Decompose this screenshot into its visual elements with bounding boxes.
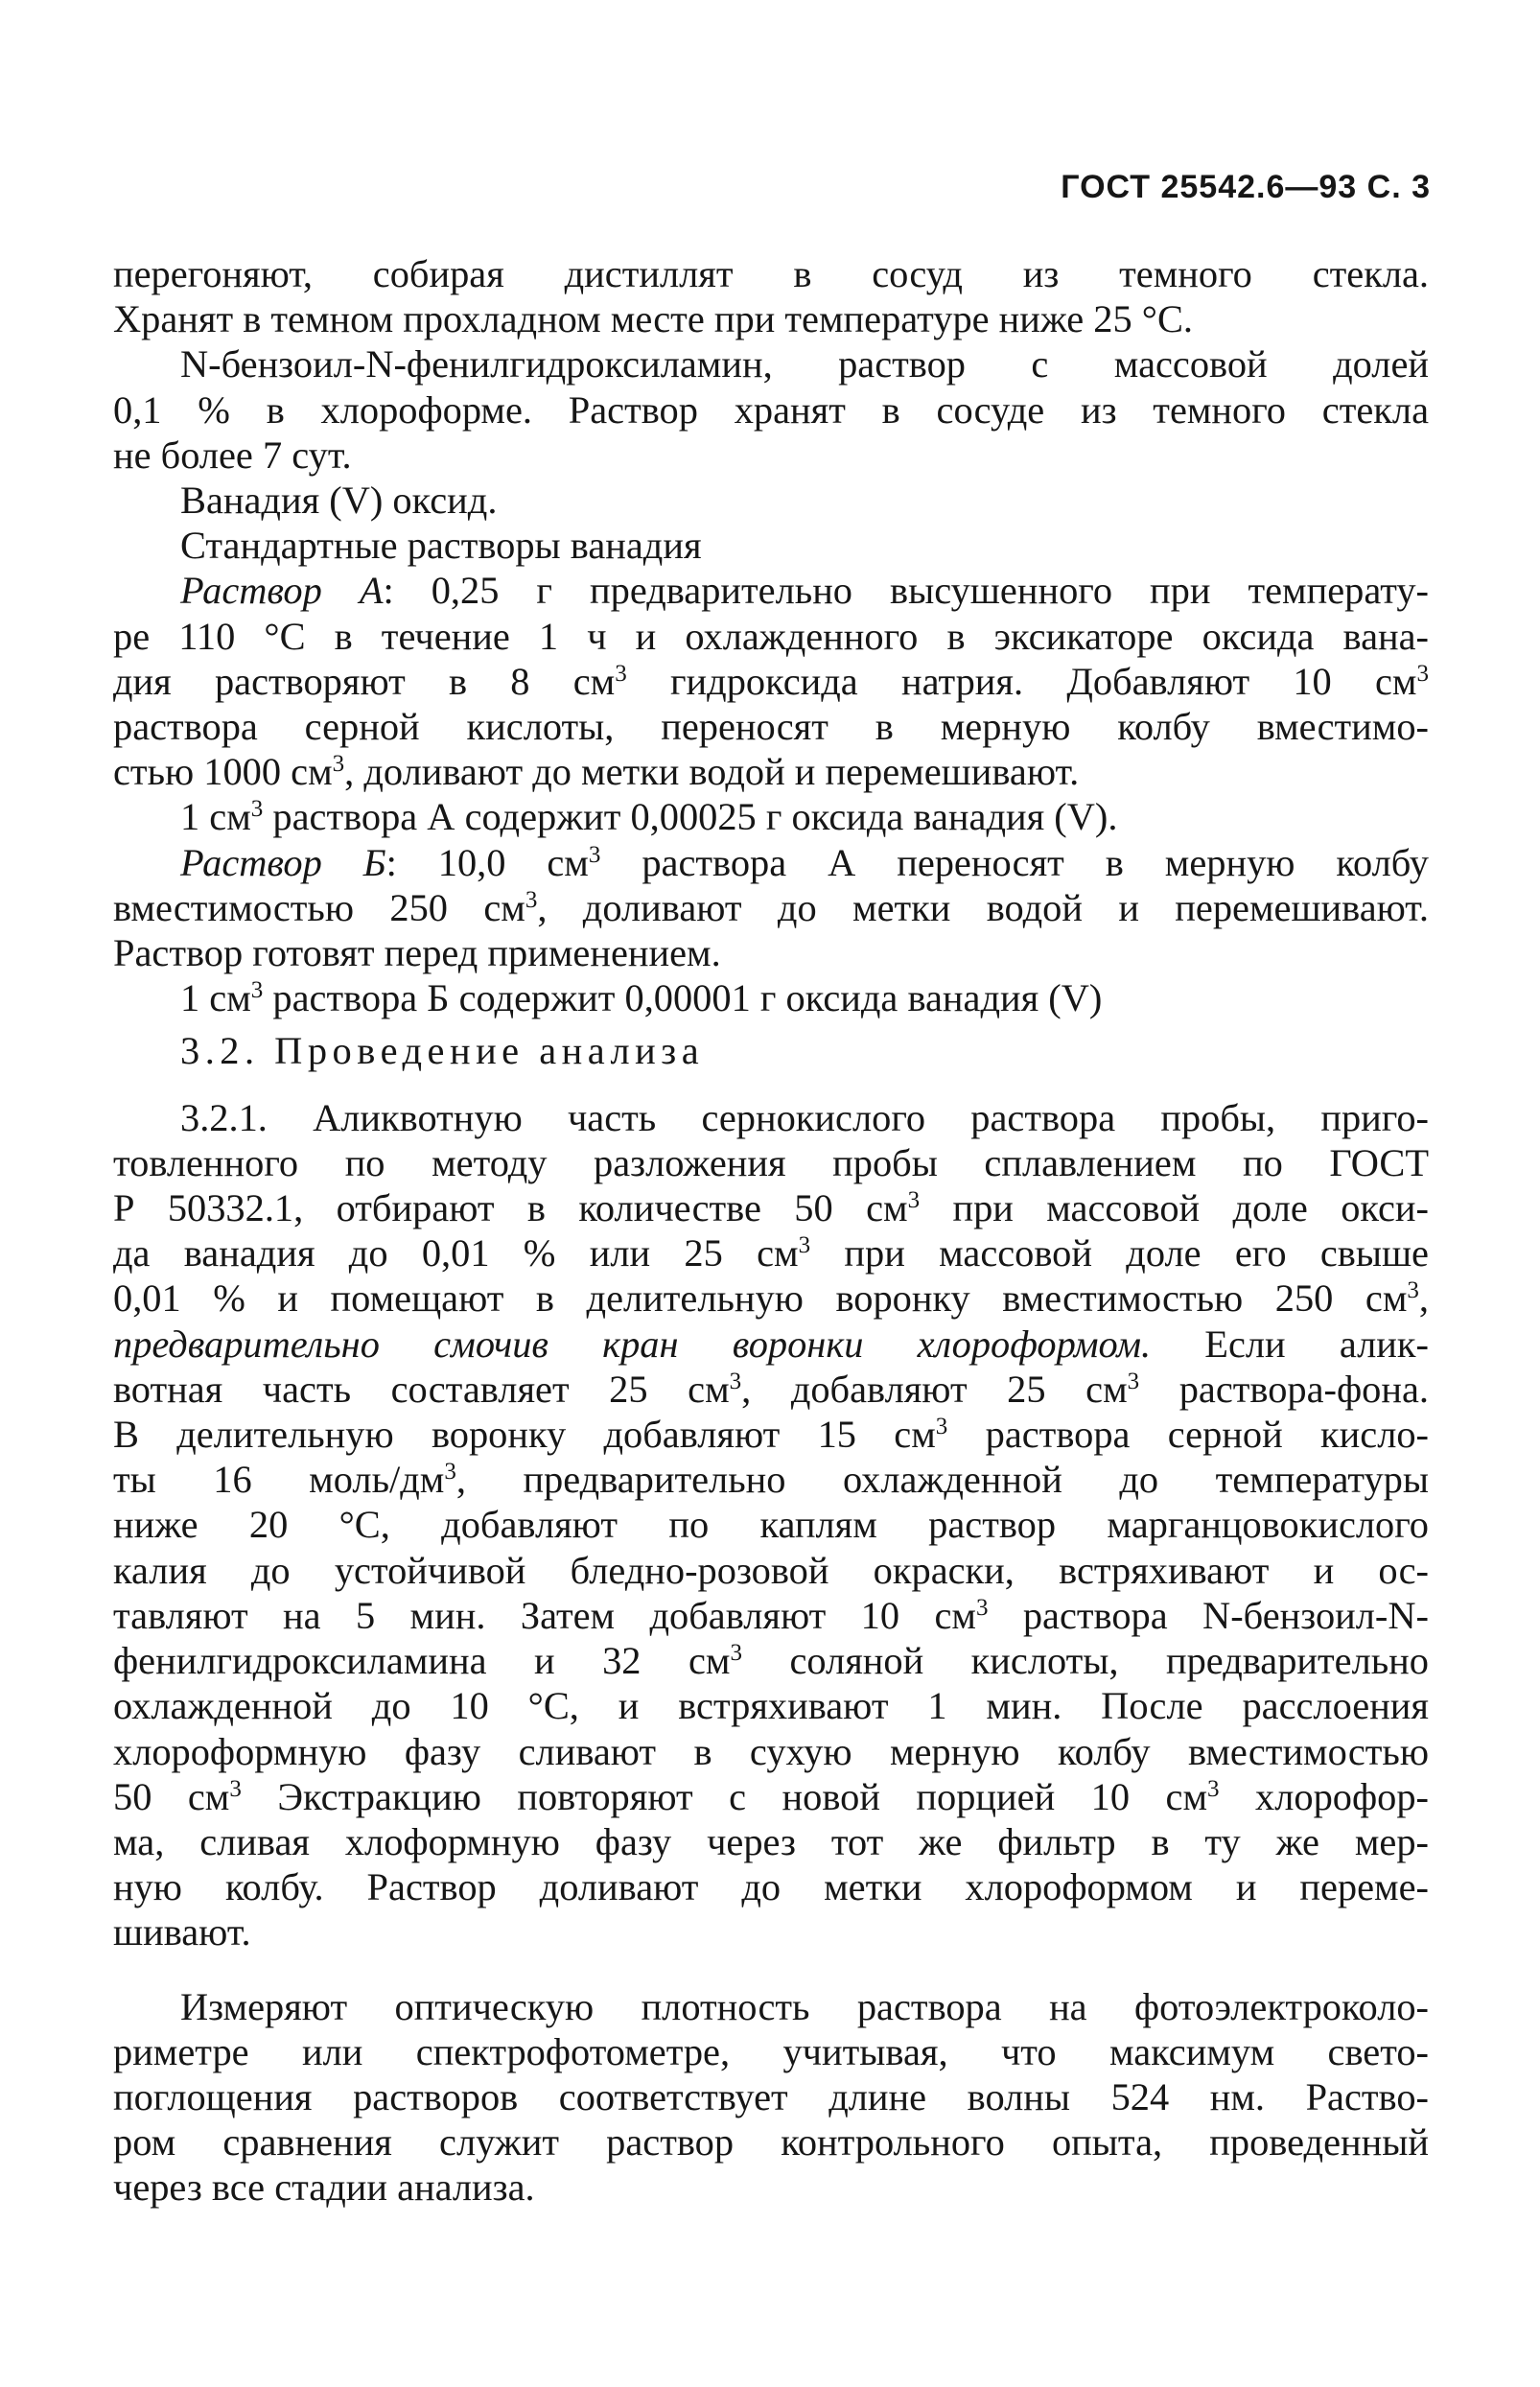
running-header: ГОСТ 25542.6—93 С. 3 bbox=[1061, 169, 1431, 205]
text-line: да ванадия до 0,01 % или 25 $см^3$ при массовой доле его свыше bbox=[113, 1231, 1429, 1275]
text-line: калия до устойчивой бледно-розовой окраски, встряхивают и ос- bbox=[113, 1548, 1429, 1592]
paragraph-reagent bbox=[113, 341, 1429, 478]
text-line: хлороформную фазу сливают в сухую мерную колбу вместимостью bbox=[113, 1729, 1429, 1773]
text-line: Р 50332.1, отбирают в количестве 50 $см^3$ при массовой доле окси- bbox=[113, 1186, 1429, 1230]
text-line: фенилгидроксиламина и 32 $см^3$ соляной кислоты, предварительно bbox=[113, 1639, 1429, 1683]
text-line: ты 16 моль/$дм^3$, предварительно охлажденной до температуры bbox=[113, 1458, 1429, 1502]
text-line: перегоняют, собирая дистиллят в сосуд из темного стекла. bbox=[113, 252, 1429, 295]
text-line: ную колбу. Раствор доливают до метки хлороформом и переме- bbox=[113, 1865, 1429, 1909]
text-line: 3.2.1. Аликвотную часть сернокислого раствора пробы, приго- bbox=[180, 1095, 1429, 1139]
text-line: охлажденной до 10 °С, и встряхивают 1 мин. После расслоения bbox=[113, 1684, 1429, 1728]
text-line: Измеряют оптическую плотность раствора на фотоэлектроколо- bbox=[180, 1984, 1429, 2028]
text-line: Хранят в темном прохладном месте при температуре ниже 25 °С. bbox=[113, 297, 1193, 341]
text-line: стью 1000 $см^3$, доливают до метки водой и перемешивают. bbox=[113, 750, 1080, 794]
subheading-standard-solutions: Стандартные растворы ванадия bbox=[180, 524, 702, 568]
text-line: через все стадии анализа. bbox=[113, 2165, 535, 2210]
text-line: Раствор Б: 10,0 $см^3$ раствора А переносят в мерную колбу bbox=[180, 840, 1429, 884]
italic-phrase: предварительно смочив кран воронки хлороформом. bbox=[113, 1322, 1152, 1366]
paragraph-measurement bbox=[113, 1984, 1429, 2211]
text-line: раствора серной кислоты, переносят в мерную колбу вместимо- bbox=[113, 705, 1429, 749]
text-line: шивают. bbox=[113, 1910, 251, 1954]
text-line: 0,01 % и помещают в делительную воронку вместимостью 250 $см^3$, bbox=[113, 1276, 1429, 1321]
text-line: 50 $см^3$ Экстракцию повторяют с новой порцией 10 $см^3$ хлорофор- bbox=[113, 1774, 1429, 1818]
paragraph-solution-b bbox=[113, 840, 1429, 1021]
paragraph-solution-a bbox=[113, 568, 1429, 839]
text-line: не более 7 сут. bbox=[113, 433, 352, 477]
text-line: Раствор А: 0,25 г предварительно высушенного при температу- bbox=[180, 569, 1429, 613]
solution-b-label: Раствор Б bbox=[180, 840, 386, 884]
text-line: В делительную воронку добавляют 15 $см^3$ раствора серной кисло- bbox=[113, 1413, 1429, 1457]
text-line: ма, сливая хлоформную фазу через тот же фильтр в ту же мер- bbox=[113, 1819, 1429, 1863]
text-line: вотная часть составляет 25 $см^3$, добавляют 25 $см^3$ раствора-фона. bbox=[113, 1367, 1430, 1411]
body-text bbox=[113, 251, 1429, 2211]
section-heading: 3.2. Проведение анализа bbox=[180, 1029, 705, 1073]
text-line: тавляют на 5 мин. Затем добавляют 10 $см^3$ раствора N-бензоил-N- bbox=[113, 1593, 1429, 1637]
text-line: ре 110 °С в течение 1 ч и охлажденного в эксикаторе оксида вана- bbox=[113, 614, 1429, 658]
text-line: Раствор готовят перед применением. bbox=[113, 931, 721, 975]
text-line: Ванадия (V) оксид. bbox=[180, 479, 498, 523]
text-line: предварительно смочив кран воронки хлороформом. Если алик- bbox=[113, 1322, 1429, 1366]
text-line: ром сравнения служит раствор контрольного опыта, проведенный bbox=[113, 2120, 1429, 2165]
solution-a-label: Раствор А bbox=[180, 569, 384, 613]
text-line: 1 $см^3$ раствора А содержит 0,00025 г оксида ванадия (V). bbox=[180, 795, 1118, 839]
text-line: дия растворяют в 8 $см^3$ гидроксида натрия. Добавляют 10 $см^3$ bbox=[113, 659, 1429, 703]
text-line: 1 $см^3$ раствора Б содержит 0,00001 г оксида ванадия (V) bbox=[180, 976, 1103, 1020]
text-line: вместимостью 250 $см^3$, доливают до метки водой и перемешивают. bbox=[113, 885, 1429, 929]
text-line: товленного по методу разложения пробы сплавлением по ГОСТ bbox=[113, 1140, 1429, 1184]
text-line: ниже 20 °С, добавляют по каплям раствор марганцовокислого bbox=[113, 1503, 1429, 1547]
paragraph-continuation bbox=[113, 251, 1429, 341]
paragraph-analysis bbox=[113, 1095, 1429, 1955]
text-line: 0,1 % в хлороформе. Раствор хранят в сосуде из темного стекла bbox=[113, 387, 1429, 432]
text-line: N-бензоил-N-фенилгидроксиламин, раствор с массовой долей bbox=[180, 342, 1429, 386]
text-line: риметре или спектрофотометре, учитывая, что максимум свето- bbox=[113, 2029, 1429, 2073]
text-line: поглощения растворов соответствует длине волны 524 нм. Раство- bbox=[113, 2074, 1429, 2118]
